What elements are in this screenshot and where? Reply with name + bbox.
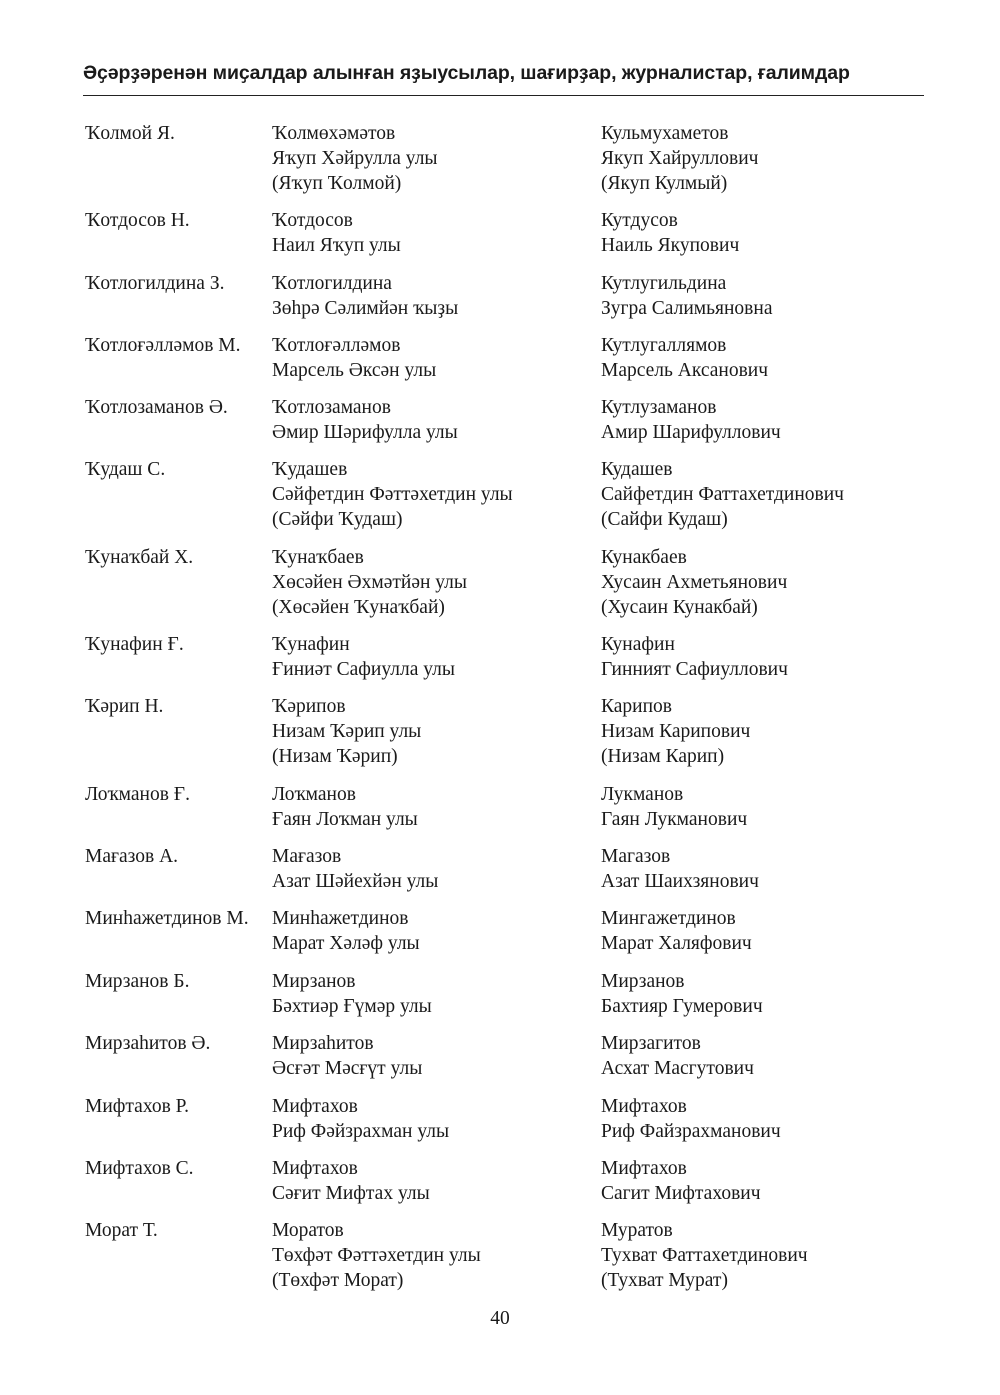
entry-russian-name: [601, 844, 759, 894]
name-line: Гинният Сафиуллович: [601, 659, 788, 680]
entry-bashkir-name: [272, 271, 458, 321]
entry-russian-name: [601, 906, 752, 956]
name-line: Әсғәт Мәсғүт улы: [272, 1058, 423, 1079]
entry-russian-name: [601, 1031, 754, 1081]
name-line: Ғаян Лоҡман улы: [272, 809, 418, 830]
name-line: Низам Ҡәрип улы: [272, 721, 422, 742]
entry-russian-name: [601, 632, 788, 682]
entry-bashkir-name: [272, 1218, 481, 1293]
name-line: Хөсәйен Әхмәтйән улы: [272, 572, 468, 593]
name-line: Мифтахов: [601, 1096, 687, 1117]
name-line: (Низам Ҡәрип): [272, 746, 398, 767]
name-line: Мифтахов: [272, 1158, 358, 1179]
name-line: Моратов: [272, 1220, 344, 1241]
name-line: Низам Карипович: [601, 721, 751, 742]
entry-short-name: Ҡотлоғәлләмов М.: [85, 335, 241, 356]
name-line: Риф Файзрахманович: [601, 1121, 781, 1142]
entry-bashkir-name: [272, 1156, 430, 1206]
name-line: Риф Фәйзрахман улы: [272, 1121, 450, 1142]
entry-russian-name: [601, 1218, 808, 1293]
name-line: Ҡотлоғәлләмов: [272, 335, 401, 356]
entry-russian-name: [601, 1094, 781, 1144]
name-line: Магазов: [601, 846, 671, 867]
name-line: Мингажетдинов: [601, 908, 736, 929]
name-line: Сайфетдин Фаттахетдинович: [601, 484, 844, 505]
entry-short-name: Ҡотлозаманов Ә.: [85, 397, 228, 418]
name-line: (Яҡуп Ҡолмой): [272, 173, 402, 194]
name-line: Ҡотлогилдина: [272, 273, 392, 294]
entry-bashkir-name: [272, 1094, 449, 1144]
entry-bashkir-name: [272, 121, 438, 196]
name-line: Амир Шарифуллович: [601, 422, 781, 443]
entry-russian-name: [601, 333, 768, 383]
entry-bashkir-name: [272, 694, 421, 769]
entry-bashkir-name: [272, 545, 467, 620]
name-line: Бәхтиәр Ғүмәр улы: [272, 996, 432, 1017]
entry-short-name: Мирзаһитов Ә.: [85, 1033, 211, 1054]
name-line: (Якуп Кулмый): [601, 173, 728, 194]
name-line: Наиль Якупович: [601, 235, 740, 256]
entry-russian-name: [601, 271, 772, 321]
entry-short-name: Ҡунаҡбай Х.: [85, 547, 194, 568]
entry-russian-name: [601, 545, 787, 620]
entry-russian-name: [601, 694, 750, 769]
entry-short-name: Ҡотлогилдина З.: [85, 273, 225, 294]
entry-short-name: Мирзанов Б.: [85, 971, 190, 992]
name-line: Мирзаһитов: [272, 1033, 374, 1054]
entry-bashkir-name: [272, 1031, 422, 1081]
name-line: Муратов: [601, 1220, 673, 1241]
name-line: Яҡуп Хәйрулла улы: [272, 148, 438, 169]
name-line: Әмир Шәрифулла улы: [272, 422, 458, 443]
entry-russian-name: [601, 1156, 761, 1206]
name-line: Кутдусов: [601, 210, 678, 231]
entry-bashkir-name: [272, 632, 455, 682]
name-line: Сагит Мифтахович: [601, 1183, 761, 1204]
name-line: Мирзанов: [601, 971, 685, 992]
name-line: Ҡотдосов: [272, 210, 353, 231]
entry-short-name: Ҡәрип Н.: [85, 696, 164, 717]
entry-russian-name: [601, 121, 759, 196]
name-line: Мирзагитов: [601, 1033, 701, 1054]
name-line: Сәғит Мифтах улы: [272, 1183, 430, 1204]
entry-russian-name: [601, 969, 763, 1019]
name-line: (Хөсәйен Ҡунаҡбай): [272, 597, 445, 618]
name-line: Бахтияр Гумерович: [601, 996, 763, 1017]
name-line: (Низам Карип): [601, 746, 725, 767]
name-line: Ҡолмөхәмәтов: [272, 123, 396, 144]
name-line: Төхфәт Фәттәхетдин улы: [272, 1245, 481, 1266]
name-line: Мағазов: [272, 846, 342, 867]
entry-bashkir-name: [272, 844, 438, 894]
name-line: Кунакбаев: [601, 547, 687, 568]
name-line: Лоҡманов: [272, 784, 356, 805]
name-line: Наил Яҡуп улы: [272, 235, 401, 256]
name-line: Гаян Лукманович: [601, 809, 748, 830]
name-line: Марат Хәләф улы: [272, 933, 420, 954]
name-line: Кульмухаметов: [601, 123, 729, 144]
name-line: Ҡәрипов: [272, 696, 346, 717]
name-line: Ҡунаҡбаев: [272, 547, 364, 568]
name-line: Марат Халяфович: [601, 933, 752, 954]
name-line: Ҡотлозаманов: [272, 397, 391, 418]
name-line: Ҡудашев: [272, 459, 348, 480]
name-line: Кутлугаллямов: [601, 335, 727, 356]
entry-russian-name: [601, 457, 844, 532]
entry-bashkir-name: [272, 395, 458, 445]
name-line: Зөһрә Сәлимйән ҡыҙы: [272, 298, 459, 319]
entry-short-name: Морат Т.: [85, 1220, 158, 1241]
name-line: Мифтахов: [272, 1096, 358, 1117]
name-line: Кутлузаманов: [601, 397, 717, 418]
name-line: Асхат Масгутович: [601, 1058, 754, 1079]
entry-short-name: Ҡотдосов Н.: [85, 210, 190, 231]
name-line: Мирзанов: [272, 971, 356, 992]
entry-short-name: Ҡудаш С.: [85, 459, 166, 480]
page-number: 40: [490, 1308, 510, 1329]
entry-short-name: Ҡунафин Ғ.: [85, 634, 184, 655]
entry-bashkir-name: [272, 969, 432, 1019]
entry-russian-name: [601, 782, 747, 832]
entry-short-name: Мифтахов Р.: [85, 1096, 189, 1117]
name-line: Кунафин: [601, 634, 675, 655]
name-line: Якуп Хайруллович: [601, 148, 759, 169]
name-line: (Сәйфи Ҡудаш): [272, 509, 403, 530]
entry-russian-name: [601, 208, 739, 258]
name-line: Кутлугильдина: [601, 273, 727, 294]
entry-short-name: Минһажетдинов М.: [85, 908, 249, 929]
entry-short-name: Мифтахов С.: [85, 1158, 194, 1179]
name-line: Ғиниәт Сафиулла улы: [272, 659, 455, 680]
name-line: Хусаин Ахметьянович: [601, 572, 788, 593]
name-line: Марсель Әксән улы: [272, 360, 437, 381]
page-header: Әҫәрҙәренән миҫалдар алынған яҙыусылар, шағирҙар, журналистар, ғалимдар: [83, 62, 850, 84]
name-line: Азат Шәйехйән улы: [272, 871, 439, 892]
name-line: Зугра Салимьяновна: [601, 298, 773, 319]
name-line: Марсель Аксанович: [601, 360, 769, 381]
entry-bashkir-name: [272, 457, 513, 532]
name-line: (Хусаин Кунакбай): [601, 597, 758, 618]
entry-bashkir-name: [272, 208, 401, 258]
name-line: Тухват Фаттахетдинович: [601, 1245, 808, 1266]
name-line: Сәйфетдин Фәттәхетдин улы: [272, 484, 513, 505]
entry-short-name: Ҡолмой Я.: [85, 123, 175, 144]
entry-short-name: Мағазов А.: [85, 846, 179, 867]
entry-bashkir-name: [272, 906, 420, 956]
name-line: (Төхфәт Морат): [272, 1270, 404, 1291]
name-line: (Сайфи Кудаш): [601, 509, 728, 530]
entry-bashkir-name: [272, 782, 418, 832]
name-line: Минһажетдинов: [272, 908, 409, 929]
entry-short-name: Лоҡманов Ғ.: [85, 784, 190, 805]
entry-bashkir-name: [272, 333, 436, 383]
name-line: (Тухват Мурат): [601, 1270, 728, 1291]
name-line: Лукманов: [601, 784, 684, 805]
name-line: Кудашев: [601, 459, 673, 480]
name-line: Карипов: [601, 696, 672, 717]
name-line: Ҡунафин: [272, 634, 350, 655]
name-line: Азат Шаихзянович: [601, 871, 759, 892]
entry-russian-name: [601, 395, 781, 445]
name-line: Мифтахов: [601, 1158, 687, 1179]
